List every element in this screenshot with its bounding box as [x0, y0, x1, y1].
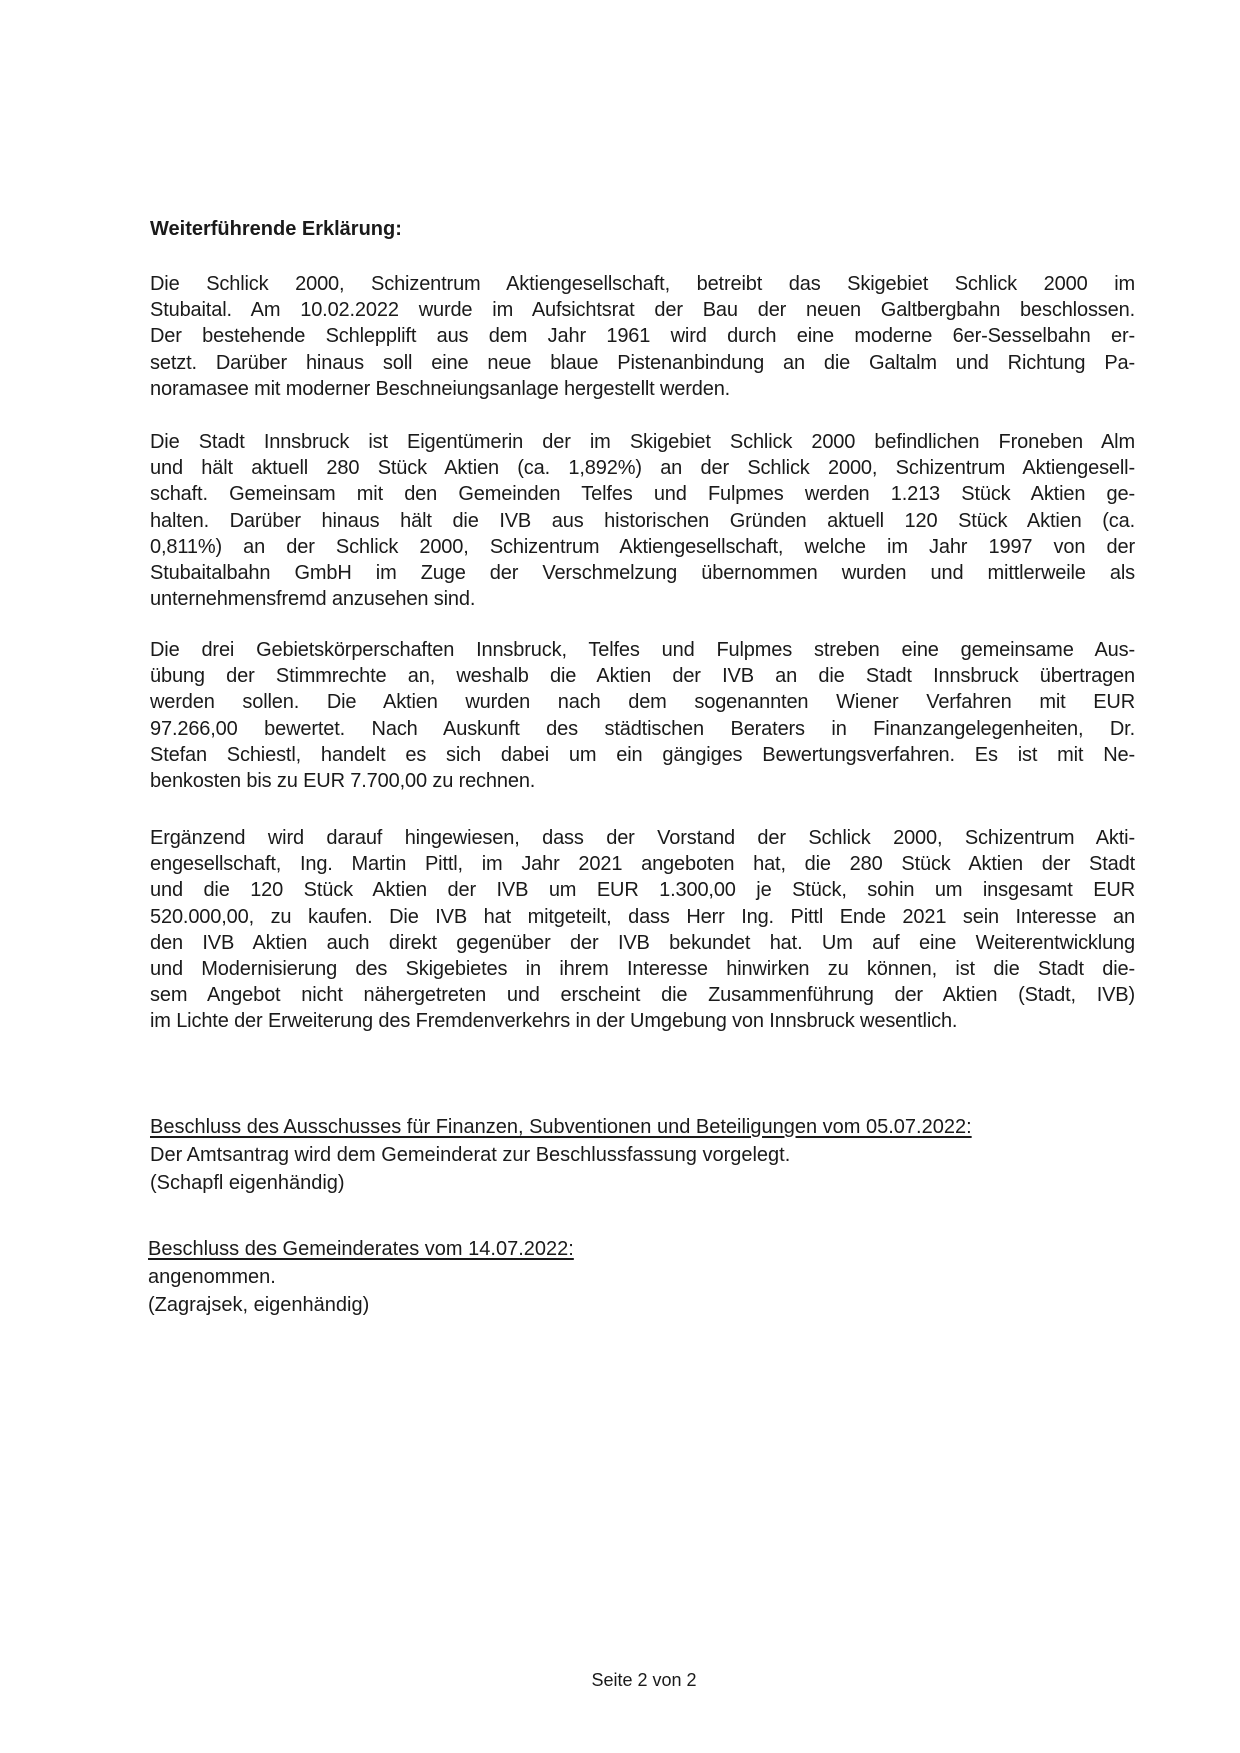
text-line: engesellschaft, Ing. Martin Pittl, im Jahr 2021 angeboten hat, die 280 Stück Aktien der Stadt: [150, 853, 1135, 876]
text-line: Stubaitalbahn GmbH im Zuge der Verschmelzung übernommen wurden und mittlerweile als: [150, 562, 1135, 585]
text-line: Stubaital. Am 10.02.2022 wurde im Aufsichtsrat der Bau der neuen Galtbergbahn beschlossen.: [150, 299, 1135, 322]
text-line: im Lichte der Erweiterung des Fremdenverkehrs in der Umgebung von Innsbruck wesentlich.: [150, 1010, 958, 1033]
text-line: Ergänzend wird darauf hingewiesen, dass der Vorstand der Schlick 2000, Schizentrum Akti-: [150, 827, 1135, 849]
text-line: und Modernisierung des Skigebietes in ihrem Interesse hinwirken zu können, ist die Stadt die-: [150, 958, 1135, 981]
resolution-council: [148, 1235, 574, 1319]
text-line: sem Angebot nicht nähergetreten und erscheint die Zusammenführung der Aktien (Stadt, IVB): [150, 984, 1135, 1007]
resolution-text: Der Amtsantrag wird dem Gemeinderat zur Beschlussfassung vorgelegt.: [150, 1144, 791, 1166]
text-line: werden sollen. Die Aktien wurden nach dem sogenannten Wiener Verfahren mit EUR: [150, 691, 1135, 714]
text-line: und die 120 Stück Aktien der IVB um EUR 1.300,00 je Stück, sohin um insgesamt EUR: [150, 879, 1135, 902]
text-line: 97.266,00 bewertet. Nach Auskunft des städtischen Beraters in Finanzangelegenheiten, Dr.: [150, 717, 1135, 740]
page-number: Seite 2 von 2: [591, 1670, 697, 1690]
resolution-title: Beschluss des Ausschusses für Finanzen, Subventionen und Beteiligungen vom 05.07.2022:: [150, 1116, 972, 1138]
text-line: Der bestehende Schlepplift aus dem Jahr 1961 wird durch eine moderne 6er-Sesselbahn er-: [150, 325, 1135, 348]
text-line: Stefan Schiestl, handelt es sich dabei um ein gängiges Bewertungsverfahren. Es ist mit Ne-: [150, 743, 1135, 766]
text-line: 0,811%) an der Schlick 2000, Schizentrum Aktiengesellschaft, welche im Jahr 1997 von der: [150, 535, 1135, 558]
resolution-title: Beschluss des Gemeinderates vom 14.07.2022:: [148, 1238, 574, 1260]
paragraph-offer: [150, 825, 1135, 1035]
text-line: Die drei Gebietskörperschaften Innsbruck, Telfes und Fulpmes streben eine gemeinsame Aus-: [150, 639, 1135, 661]
text-line: noramasee mit moderner Beschneiungsanlage hergestellt werden.: [150, 377, 731, 400]
text-line: Die Stadt Innsbruck ist Eigentümerin der im Skigebiet Schlick 2000 befindlichen Froneben Alm: [150, 431, 1135, 453]
resolution-text: angenommen.: [148, 1266, 276, 1288]
resolution-committee: [150, 1113, 972, 1197]
text-line: benkosten bis zu EUR 7.700,00 zu rechnen.: [150, 770, 536, 793]
text-line: und hält aktuell 280 Stück Aktien (ca. 1,892%) an der Schlick 2000, Schizentrum Aktiengesell-: [150, 457, 1135, 480]
text-line: Die Schlick 2000, Schizentrum Aktiengesellschaft, betreibt das Skigebiet Schlick 2000 im: [150, 273, 1135, 295]
resolution-signature: (Schapfl eigenhändig): [150, 1172, 345, 1194]
section-heading: Weiterführende Erklärung:: [150, 218, 402, 240]
paragraph-valuation: [150, 637, 1135, 794]
resolution-signature: (Zagrajsek, eigenhändig): [148, 1294, 370, 1316]
text-line: 520.000,00, zu kaufen. Die IVB hat mitgeteilt, dass Herr Ing. Pittl Ende 2021 sein Interesse an: [150, 905, 1135, 928]
paragraph-project: [150, 271, 1135, 402]
paragraph-ownership: [150, 429, 1135, 612]
text-line: unternehmensfremd anzusehen sind.: [150, 588, 476, 611]
text-line: halten. Darüber hinaus hält die IVB aus historischen Gründen aktuell 120 Stück Aktien (ca.: [150, 509, 1135, 532]
text-line: setzt. Darüber hinaus soll eine neue blaue Pistenanbindung an die Galtalm und Richtung Pa-: [150, 351, 1135, 374]
text-line: übung der Stimmrechte an, weshalb die Aktien der IVB an die Stadt Innsbruck übertragen: [150, 665, 1135, 688]
text-line: den IVB Aktien auch direkt gegenüber der IVB bekundet hat. Um auf eine Weiterentwicklung: [150, 931, 1135, 954]
text-line: schaft. Gemeinsam mit den Gemeinden Telfes und Fulpmes werden 1.213 Stück Aktien ge-: [150, 483, 1135, 506]
